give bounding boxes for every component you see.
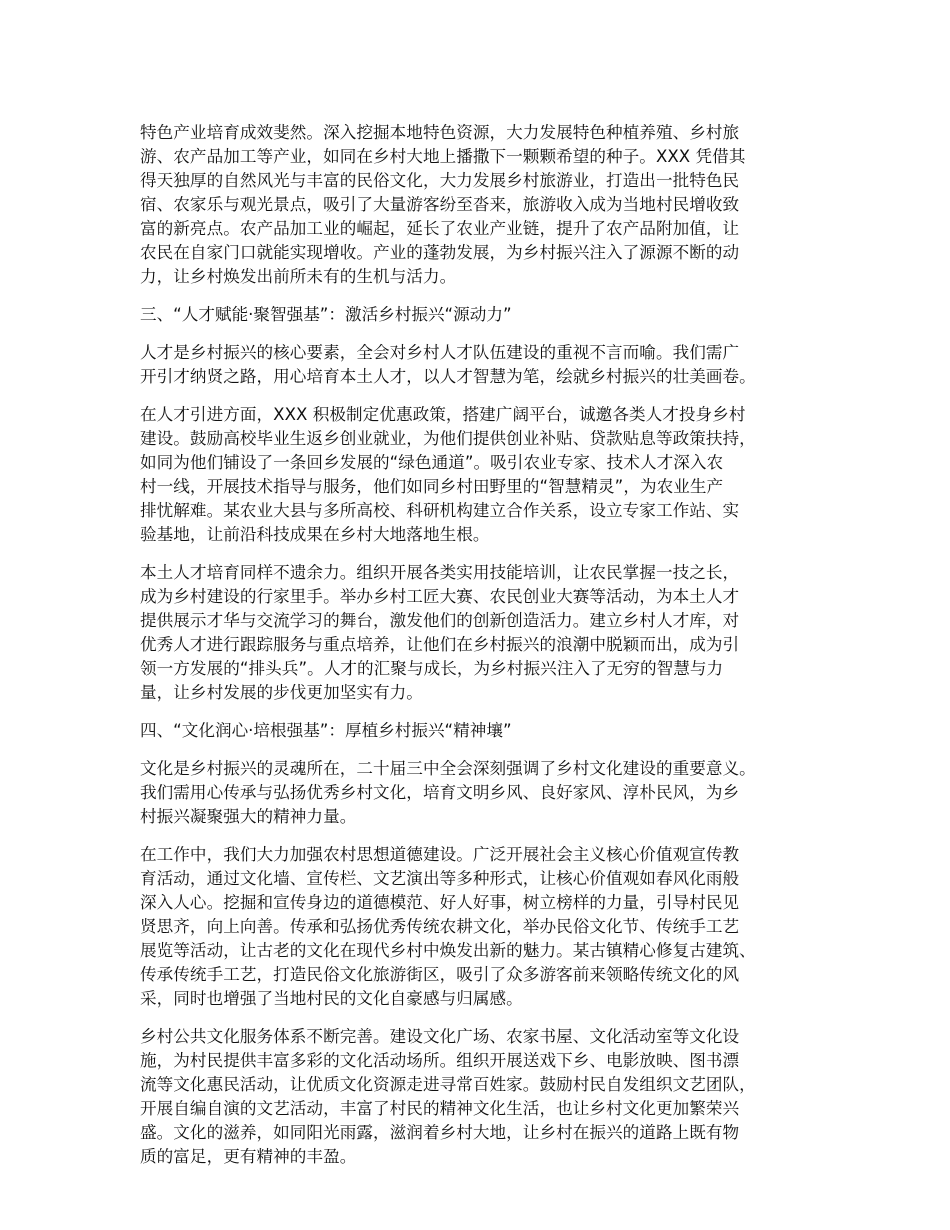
paragraph-moral-construction: 在工作中，我们大力加强农村思想道德建设。广泛开展社会主义核心价值观宣传教 育活动，通过文化墙、宣传栏、文艺演出等多种形式，让核心价值观如春风化雨般 深入人心。挖掘和宣传身边的道德模范、好人好事，树立榜样的力量，引导村民见 贤思齐，向上向善。传承和弘扬优秀传统农耕文化，举办民俗文化节、传统手工艺 展览等活动，让古老的文化在现代乡村中焕发出新的魅力。某古镇精心修复古建筑、 传承传统手工艺，打造民俗文化旅游街区，吸引了众多游客前来领略传统文化的风 采，同时也增强了当地村民的文化自豪感与归属感。 (140, 845, 756, 1008)
document-page (140, 121, 830, 1183)
paragraph-talent-recruitment: 在人才引进方面，XXX 积极制定优惠政策，搭建广阔平台，诚邀各类人才投身乡村 建设。鼓励高校毕业生返乡创业就业，为他们提供创业补贴、贷款贴息等政策扶持， 如同为他们铺设了一条回乡发展的“绿色通道”。吸引农业专家、技术人才深入农 村一线，开展技术指导与服务，他们如同乡村田野里的“智慧精灵”，为农业生产 排忧解难。某农业大县与多所高校、科研机构建立合作关系，设立专家工作站、实 验基地，让前沿科技成果在乡村大地落地生根。 (140, 405, 756, 544)
paragraph-local-talent: 本土人才培育同样不遗余力。组织开展各类实用技能培训，让农民掌握一技之长， 成为乡村建设的行家里手。举办乡村工匠大赛、农民创业大赛等活动，为本土人才 提供展示才华与交流学习的舞台，激发他们的创新创造活力。建立乡村人才库，对 优秀人才进行跟踪服务与重点培养，让他们在乡村振兴的浪潮中脱颖而出，成为引 领一方发展的“排头兵”。人才的汇聚与成长，为乡村振兴注入了无穷的智慧与力 量，让乡村发展的步伐更加坚实有力。 (140, 563, 740, 702)
paragraph-industry-development: 特色产业培育成效斐然。深入挖掘本地特色资源，大力发展特色种植养殖、乡村旅 游、农产品加工等产业，如同在乡村大地上播撒下一颗颗希望的种子。XXX 凭借其 得天独厚的自然风光与丰富的民俗文化，大力发展乡村旅游业，打造出一批特色民 宿、农家乐与观光景点，吸引了大量游客纷至沓来，旅游收入成为当地村民增收致 富的新亮点。农产品加工业的崛起，延长了农业产业链，提升了农产品附加值，让 农民在自家门口就能实现增收。产业的蓬勃发展，为乡村振兴注入了源源不断的动 力，让乡村焕发出前所未有的生机与活力。 (140, 123, 746, 286)
paragraph-talent-intro: 人才是乡村振兴的核心要素，全会对乡村人才队伍建设的重视不言而喻。我们需广 开引才纳贤之路，用心培育本土人才，以人才智慧为笔，绘就乡村振兴的壮美画卷。 (140, 343, 756, 386)
paragraph-culture-intro: 文化是乡村振兴的灵魂所在，二十届三中全会深刻强调了乡村文化建设的重要意义。 我们需用心传承与弘扬优秀乡村文化，培育文明乡风、良好家风、淳朴民风，为乡 村振兴凝聚强大的精神力量。 (140, 759, 756, 826)
paragraph-public-culture-services: 乡村公共文化服务体系不断完善。建设文化广场、农家书屋、文化活动室等文化设 施，为村民提供丰富多彩的文化活动场所。组织开展送戏下乡、电影放映、图书漂 流等文化惠民活动，让优质文化资源走进寻常百姓家。鼓励村民自发组织文艺团队， 开展自编自演的文艺活动，丰富了村民的精神文化生活，也让乡村文化更加繁荣兴 盛。文化的滋养，如同阳光雨露，滋润着乡村大地，让乡村在振兴的道路上既有物 质的富足，更有精神的丰盈。 (140, 1027, 756, 1166)
section-heading-talent: 三、“人才赋能·聚智强基”：激活乡村振兴“源动力” (140, 305, 512, 324)
section-heading-culture: 四、“文化润心·培根强基”：厚植乡村振兴“精神壤” (140, 721, 512, 740)
